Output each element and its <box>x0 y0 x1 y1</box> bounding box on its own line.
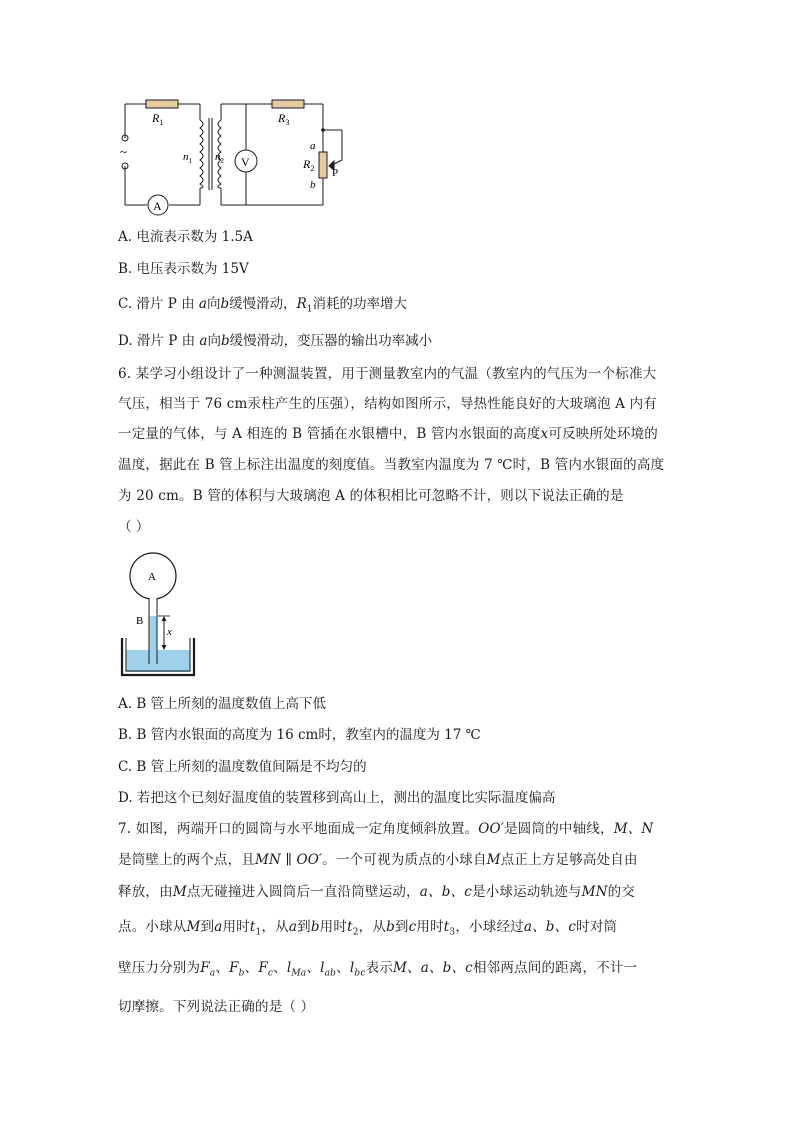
q6-option-c: C. B 管上所刻的温度数值间隔是不均匀的 <box>118 759 367 775</box>
r3-label: $R_3$ <box>278 111 290 127</box>
q5-option-a: A. 电流表示数为 1.5A <box>118 229 253 245</box>
bulb-a-label: A <box>148 571 156 583</box>
q7-stem-line-4: 点。小球从M到a用时$t_1$，从a到b用时$t_2$，从b到c用时$t_3$，小球经过a、b、c时对筒 <box>118 919 618 938</box>
q6-stem-line-3: 一定量的气体，与 A 相连的 B 管插在水银槽中，B 管内水银面的高度x可反映所处环境的 <box>118 426 658 442</box>
voltmeter-label: V <box>241 155 250 169</box>
q6-option-d: D. 若把这个已刻好温度值的装置移到高山上，测出的温度比实际温度偏高 <box>118 790 556 806</box>
q6-stem-line-2: 气压，相当于 76 cm汞柱产生的压强），结构如图所示，导热性能良好的大玻璃泡 A 内有 <box>118 396 658 412</box>
q6-stem-line-1: 6. 某学习小组设计了一种测温装置，用于测量教室内的气温（教室内的气压为一个标准大 <box>118 366 657 382</box>
point-b-label: b <box>310 179 316 191</box>
q5-option-b: B. 电压表示数为 15V <box>118 261 249 277</box>
ac-source-symbol: ~ <box>120 144 128 159</box>
q7-stem-line-6: 切摩擦。下列说法正确的是（ ） <box>118 999 315 1015</box>
q6-stem-line-5: 为 20 cm。B 管的体积与大玻璃泡 A 的体积相比可忽略不计，则以下说法正确的是 <box>118 488 624 504</box>
q6-option-b: B. B 管内水银面的高度为 16 cm时，教室内的温度为 17 ℃ <box>118 727 481 743</box>
q5-option-c: C. 滑片 P 由 a向b缓慢滑动，$R_1$消耗的功率增大 <box>118 296 408 315</box>
q6-stem-line-4: 温度，据此在 B 管上标注出温度的刻度值。当教室内温度为 7 ℃时，B 管内水银面的高度 <box>118 457 665 473</box>
q7-stem-line-2: 是筒壁上的两个点，且MN ∥ OO′。一个可视为质点的小球自M点正上方足够高处自由 <box>118 852 638 868</box>
height-x-label: x <box>167 626 172 638</box>
n1-label: $n_1$ <box>183 151 192 165</box>
point-a-label: a <box>310 140 316 152</box>
q7-stem-line-5: 壁压力分别为$F_a$、$F_b$、$F_c$、$l_{Ma}$、$l_{ab}$、$l_{bc}$表示M、a、b、c相邻两点间的距离，不计一 <box>118 960 638 979</box>
r1-label: $R_1$ <box>152 111 164 127</box>
q6-answer-blank: （ ） <box>118 519 150 535</box>
q6-option-a: A. B 管上所刻的温度数值上高下低 <box>118 696 327 712</box>
r2-label: $R_2$ <box>303 157 315 173</box>
thermometer-diagram <box>118 550 198 680</box>
tube-b-label: B <box>136 615 144 627</box>
q5-option-d: D. 滑片 P 由 a向b缓慢滑动，变压器的输出功率减小 <box>118 333 433 349</box>
circuit-diagram <box>110 92 370 220</box>
slider-p-label: P <box>332 167 339 179</box>
n2-label: $n_2$ <box>215 151 224 165</box>
ammeter-label: A <box>153 199 162 213</box>
q7-stem-line-1: 7. 如图，两端开口的圆筒与水平地面成一定角度倾斜放置。OO′是圆筒的中轴线，M、N <box>118 821 654 837</box>
q7-stem-line-3: 释放，由M点无碰撞进入圆筒后一直沿筒壁运动，a、b、c是小球运动轨迹与MN的交 <box>118 884 636 900</box>
